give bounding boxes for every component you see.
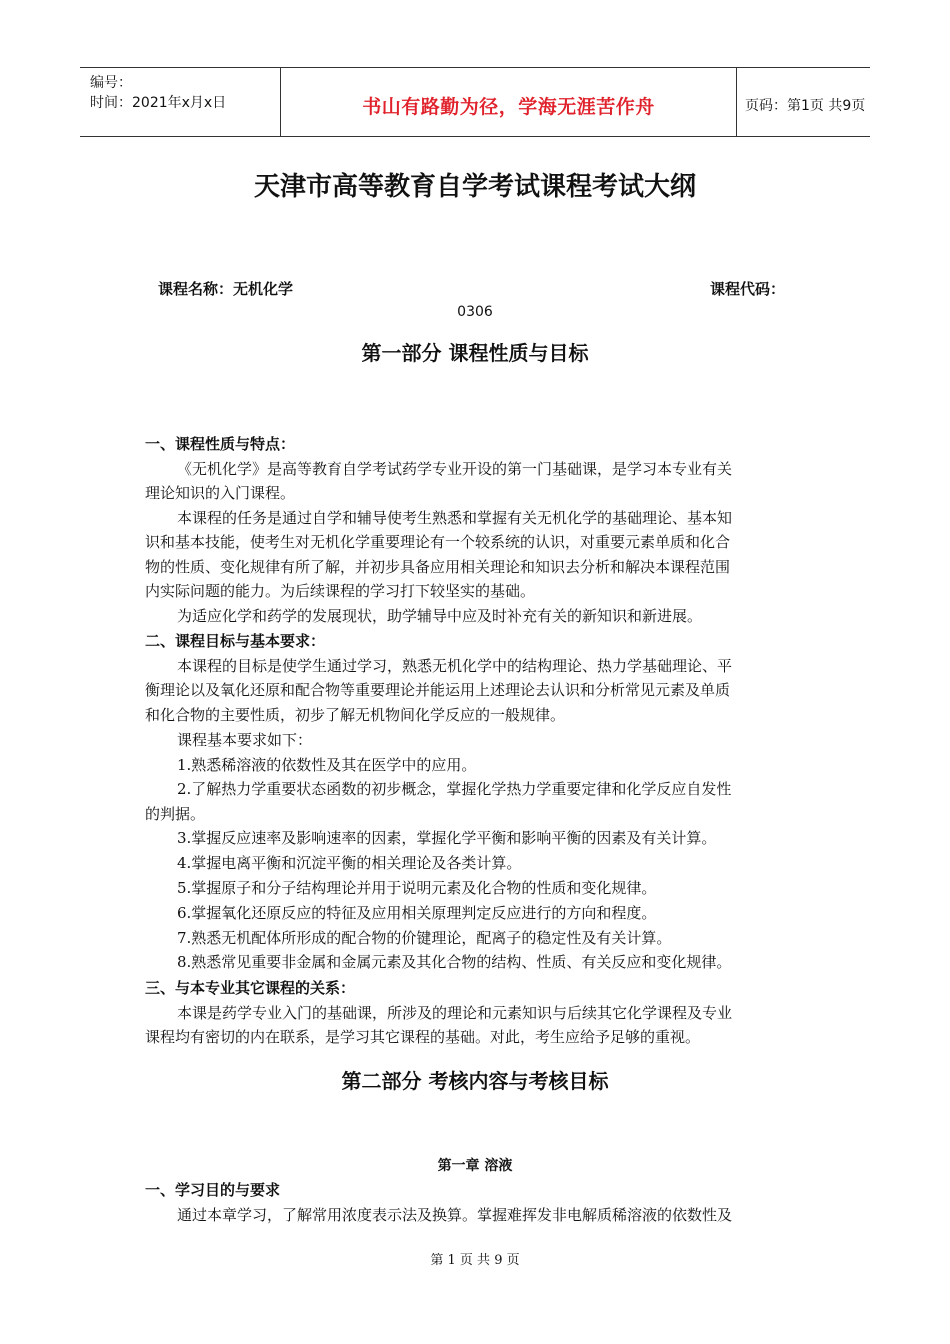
part2-title: 第二部分 考核内容与考核目标: [341, 1069, 609, 1093]
part2-sec1-title: 一、学习目的与要求: [145, 1181, 281, 1199]
header-table: [80, 67, 870, 137]
requirement-item: 8.熟悉常见重要非金属和金属元素及其化合物的结构、性质、有关反应和变化规律。: [177, 953, 732, 971]
chapter1-title: 第一章 溶液: [437, 1158, 513, 1174]
requirement-item: 6.掌握氧化还原反应的特征及应用相关原理判定反应进行的方向和程度。: [177, 904, 657, 922]
paragraph-line: 识和基本技能，使考生对无机化学重要理论有一个较系统的认识，对重要元素单质和化合: [145, 533, 731, 551]
document-title: 天津市高等教育自学考试课程考试大纲: [253, 172, 696, 202]
page-footer: 第 1 页 共 9 页: [430, 1253, 520, 1268]
date-text: 时间：2021年x月x日: [90, 95, 227, 111]
paragraph-line: 《无机化学》是高等教育自学考试药学专业开设的第一门基础课，是学习本专业有关: [177, 460, 733, 478]
paragraph-line: 衡理论以及氧化还原和配合物等重要理论并能运用上述理论去认识和分析常见元素及单质: [145, 681, 731, 699]
paragraph-line: 为适应化学和药学的发展现状，助学辅导中应及时补充有关的新知识和新进展。: [177, 607, 703, 625]
paragraph-line: 本课程的目标是使学生通过学习，熟悉无机化学中的结构理论、热力学基础理论、平: [177, 657, 733, 675]
paragraph-line: 通过本章学习，了解常用浓度表示法及换算。掌握难挥发非电解质稀溶液的依数性及: [177, 1206, 733, 1224]
course-code-value: 0306: [457, 304, 493, 320]
requirement-item: 5.掌握原子和分子结构理论并用于说明元素及化合物的性质和变化规律。: [177, 879, 657, 897]
paragraph-line: 课程基本要求如下：: [177, 731, 313, 749]
part1-title: 第一部分 课程性质与目标: [361, 341, 589, 365]
course-code-label: 课程代码：: [710, 280, 786, 298]
part1-sec1-title: 一、课程性质与特点：: [145, 435, 296, 453]
requirement-item: 1.熟悉稀溶液的依数性及其在医学中的应用。: [177, 756, 477, 774]
paragraph-line: 本课是药学专业入门的基础课，所涉及的理论和元素知识与后续其它化学课程及专业: [177, 1004, 733, 1022]
requirement-item: 7.熟悉无机配体所形成的配合物的价键理论，配离子的稳定性及有关计算。: [177, 929, 672, 947]
paragraph-line: 内实际问题的能力。为后续课程的学习打下较坚实的基础。: [145, 582, 536, 600]
paragraph-line: 理论知识的入门课程。: [145, 484, 296, 502]
part1-sec3-title: 三、与本专业其它课程的关系：: [145, 979, 356, 997]
header-page-cell: [736, 68, 870, 136]
requirement-item: 4.掌握电离平衡和沉淀平衡的相关理论及各类计算。: [177, 854, 522, 872]
course-name: 课程名称：无机化学: [158, 280, 294, 298]
motto-text: 书山有路勤为径，学海无涯苦作舟: [362, 96, 655, 118]
paragraph-line: 物的性质、变化规律有所了解，并初步具备应用相关理论和知识去分析和解决本课程范围: [145, 558, 731, 576]
paragraph-line: 课程均有密切的内在联系，是学习其它课程的基础。对此，考生应给予足够的重视。: [145, 1028, 701, 1046]
paragraph-line: 本课程的任务是通过自学和辅导使考生熟悉和掌握有关无机化学的基础理论、基本知: [177, 509, 733, 527]
paragraph-line: 和化合物的主要性质，初步了解无机物间化学反应的一般规律。: [145, 706, 566, 724]
serial-label: 编号：: [90, 75, 132, 91]
requirement-item: 3.掌握反应速率及影响速率的因素，掌握化学平衡和影响平衡的因素及有关计算。: [177, 829, 717, 847]
header-motto-cell: [280, 68, 737, 136]
requirement-item: 2.了解热力学重要状态函数的初步概念，掌握化学热力学重要定律和化学反应自发性: [177, 780, 732, 798]
page-code: 页码：第1页 共9页: [745, 98, 866, 114]
part1-sec2-title: 二、课程目标与基本要求：: [145, 632, 326, 650]
header-left-cell: [80, 68, 280, 136]
requirement-item: 的判据。: [145, 805, 206, 823]
